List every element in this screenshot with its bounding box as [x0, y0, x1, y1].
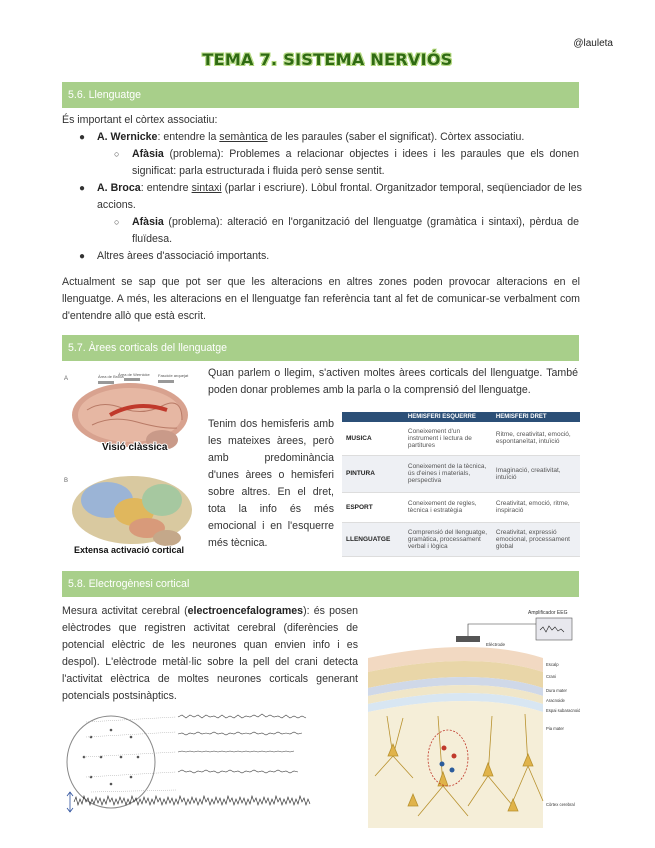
- caption-visio-classica: Visió clàssica: [102, 442, 168, 453]
- eeg-label-amplifier: Amplificador EEG: [528, 610, 568, 616]
- paragraph-areas-1: Quan parlem o llegim, s'activen moltes àrees corticals del llenguatge. També poden donar problemes amb la parla o la comprensió del llenguatge.: [208, 367, 578, 396]
- eeg-label-skull: Crani: [546, 674, 557, 679]
- list-item-wernicke: ● A. Wernicke: entendre la semàntica de les paraules (saber el significat). Còrtex associatiu.: [97, 129, 582, 146]
- bullet-icon: ●: [79, 251, 86, 262]
- page-title: TEMA 7. SISTEMA NERVIÓS: [202, 50, 453, 69]
- section-heading-5-6: 5.6. Llenguatge: [62, 82, 579, 108]
- list-item-broca: ● A. Broca: entendre sintaxi (parlar i escriure). Lòbul frontal. Organitzador temporal, seqüenciador de les accions.: [79, 182, 582, 211]
- list-item-altres: ● Altres àrees d'associació importants.: [97, 248, 582, 265]
- table-header-row: HEMISFERI ESQUERRE HEMISFERI DRET: [342, 412, 580, 422]
- eeg-label-subarachnoid: Espai subaracnoide: [546, 708, 580, 713]
- paragraph-llenguatge: Actualment se sap que pot ser que les alteracions en altres zones poden provocar alteracions en el llenguatge. A més, les alteracions en el llenguatge fan referència tant al fet de comunicar-se verbalment com d'entendre allò que està escrit.: [62, 276, 580, 322]
- paragraph-areas-2: Tenim dos hemisferis amb les mateixes àrees, però amb predominància d'unes àrees o hemisferi sobre altres. En el dret, tota la info és més emocional i en l'esquerre més tècnica.: [208, 418, 334, 549]
- section-heading-5-7: 5.7. Àrees corticals del llenguatge: [62, 335, 579, 361]
- panel-label-b: B: [64, 478, 69, 484]
- author-handle: @lauleta: [573, 38, 613, 49]
- eeg-label-pia: Pia mater: [546, 726, 564, 731]
- paragraph-eeg: Mesura activitat cerebral (electroencefalogrames): és posen elèctrodes que registren activitat cerebral (diferències de potencial elèctric de les neurones quan envien info i es despol). L'elèctrode metàl·lic sobre la pell del crani detecta l'activitat elèctrica de moltes neurones corticals generant potencials postsinàptics.: [62, 605, 358, 702]
- caption-extensa-activacio: Extensa activació cortical: [74, 545, 185, 555]
- eeg-label-arachnoid: Aracnoide: [546, 698, 565, 703]
- table-row: ESPORT Coneixement de regles, tècnica i estratègia Creativitat, emoció, ritme, inspiració: [342, 492, 580, 522]
- panel-label-a: A: [64, 376, 69, 382]
- intro-text: És important el còrtex associatiu:: [62, 114, 218, 126]
- brain-areas-image: [62, 370, 202, 560]
- eeg-label-cortex: Còrtex cerebral: [546, 802, 575, 807]
- brain-label-fascicle: Fascicle arquejat: [158, 373, 189, 378]
- circle-bullet-icon: ○: [114, 149, 120, 159]
- brain-label-broca: Àrea de Broca: [98, 374, 124, 379]
- list-item-broca-afasia: ○ Afàsia (problema): alteració en l'organització del llenguatge (gramàtica i sintaxi), pèrdua de fluïdesa.: [114, 216, 579, 245]
- brain-label-wernicke: Àrea de Wernicke: [118, 372, 150, 377]
- eeg-label-dura: Dura mater: [546, 688, 567, 693]
- circle-bullet-icon: ○: [114, 217, 120, 227]
- eeg-recording-image: [66, 712, 344, 830]
- eeg-label-scalp: Escalp: [546, 662, 559, 667]
- table-row: PINTURA Coneixement de la tècnica, ús d'eines i materials, perspectiva Imaginació, creativitat, intuïció: [342, 455, 580, 492]
- bullet-icon: ●: [79, 183, 86, 194]
- list-item-wernicke-afasia: ○ Afàsia (problema): Problemes a relacionar objectes i idees i les paraules que els donen significat: parla estructurada i fluida però sense sentit.: [114, 148, 579, 177]
- eeg-cortex-image: [368, 606, 580, 828]
- eeg-label-electrode: Elèctrode: [486, 642, 506, 647]
- hemisphere-table: [342, 412, 580, 557]
- table-row: MUSICA Coneixement d'un instrument i lectura de partitures Ritme, creativitat, emoció, espontaneïtat, intuïció: [342, 422, 580, 455]
- table-row: LLENGUATGE Comprensió del llenguatge, gramàtica, processament verbal i lògica Creativitat, expressió emocional, processament global: [342, 522, 580, 556]
- bullet-icon: ●: [79, 132, 86, 143]
- section-heading-5-8: 5.8. Electrogènesi cortical: [62, 571, 579, 597]
